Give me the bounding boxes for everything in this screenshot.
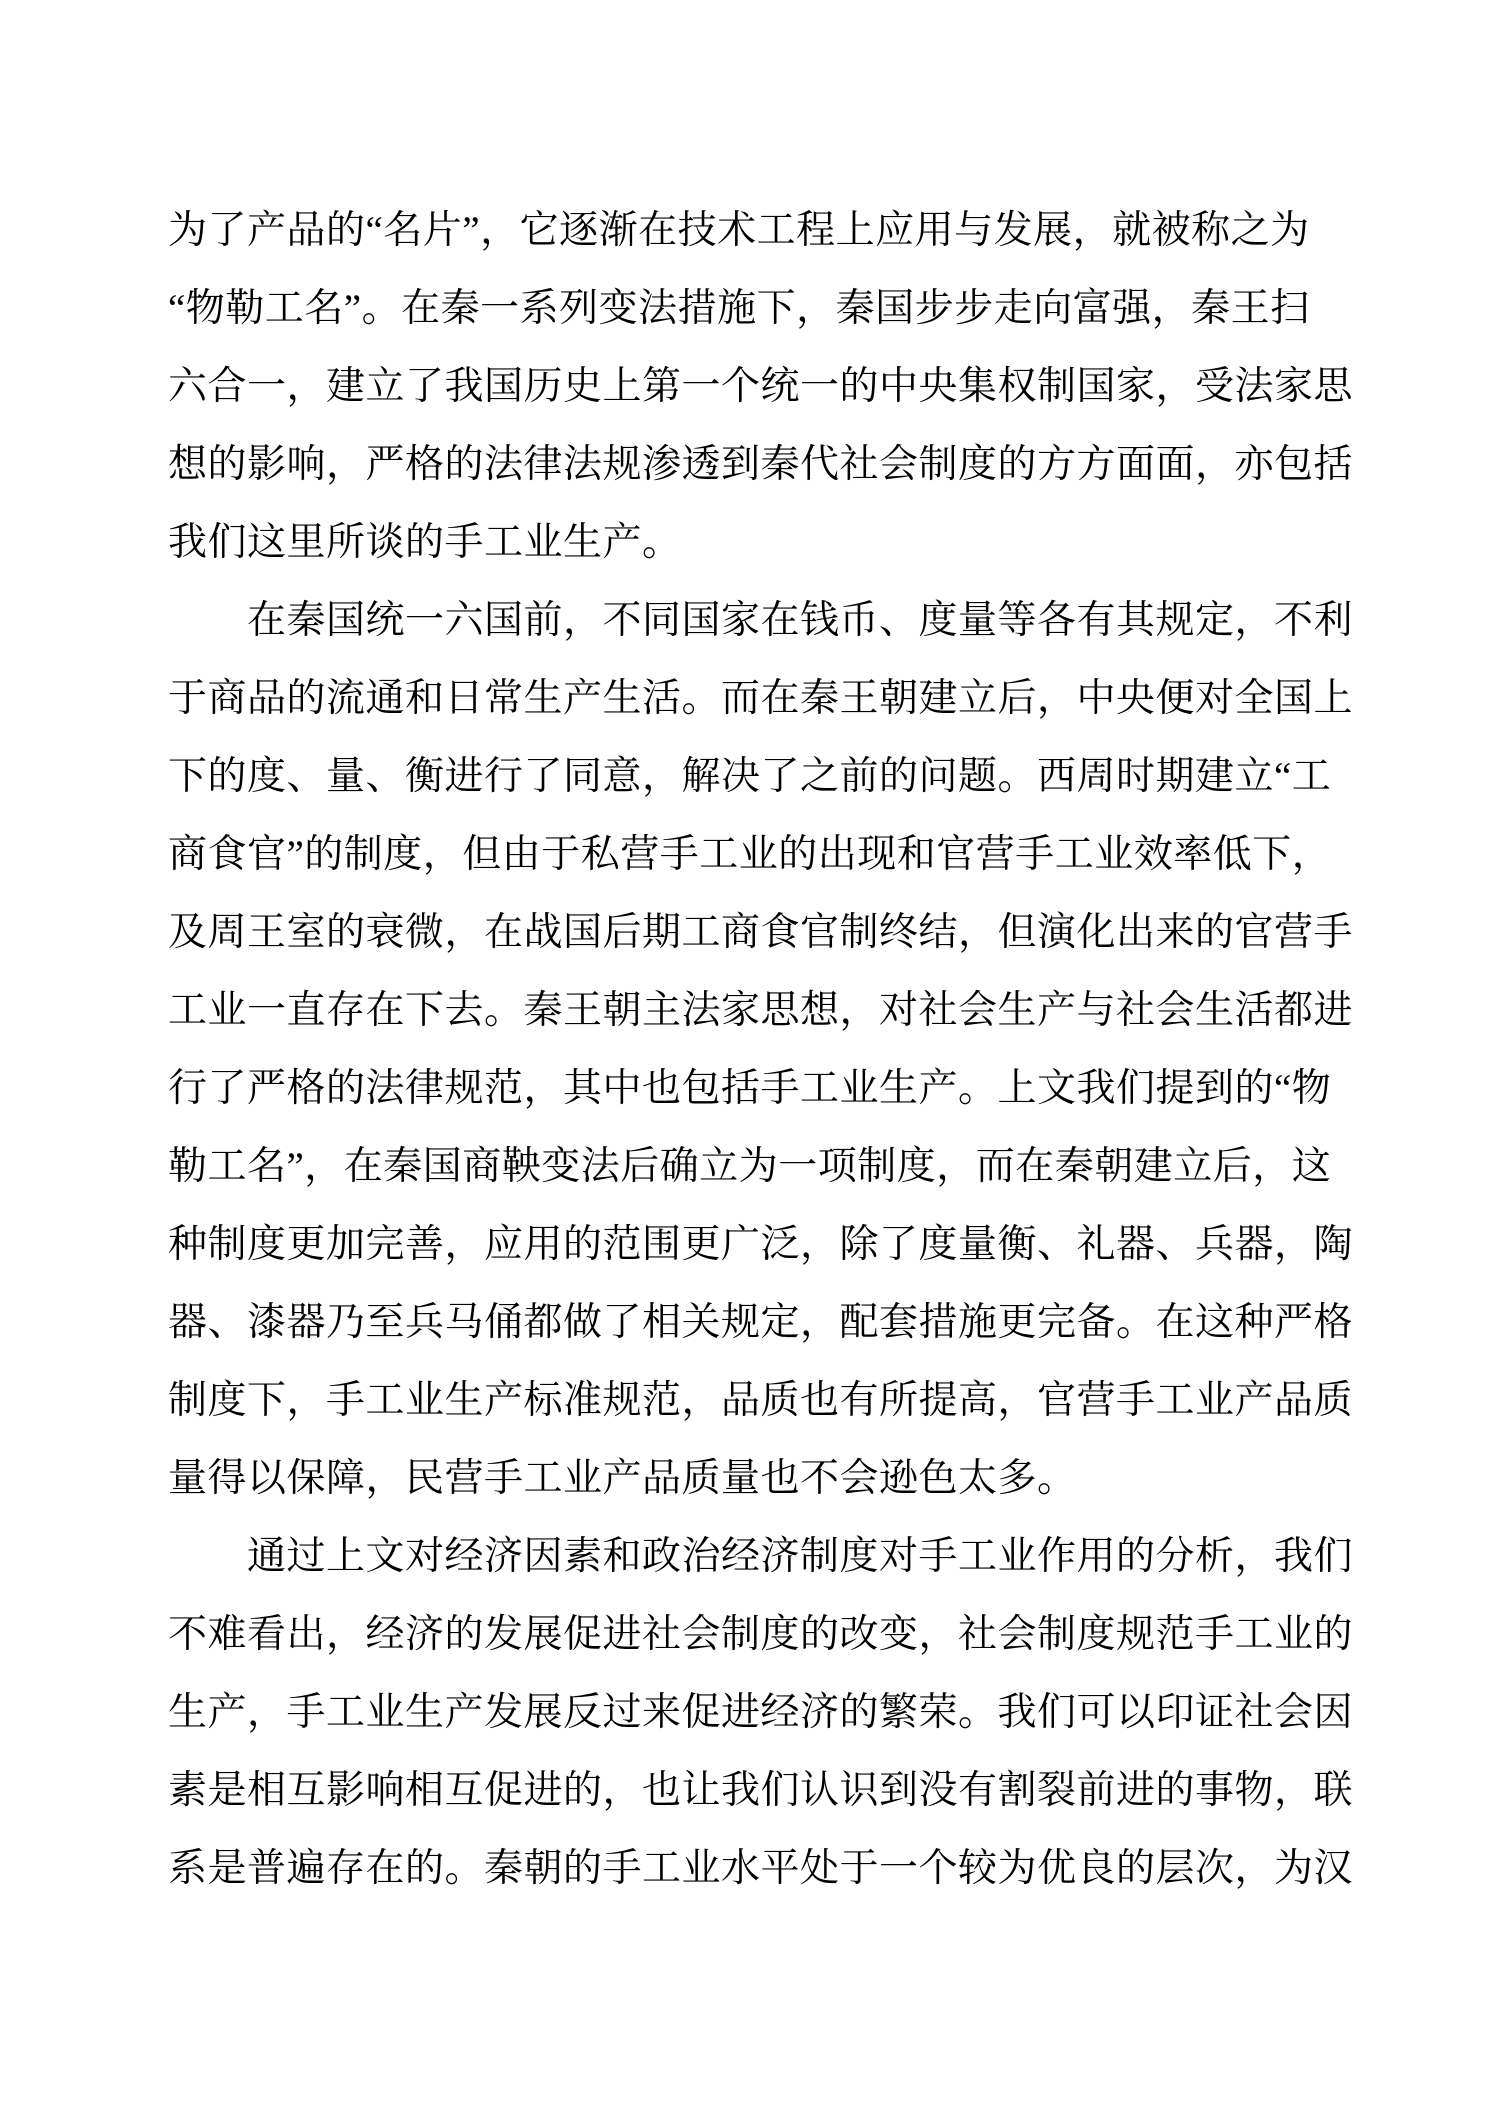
text-line: 种制度更加完善，应用的范围更广泛，除了度量衡、礼器、兵器，陶 [168, 1223, 1354, 1266]
text-line: 想的影响，严格的法律法规渗透到秦代社会制度的方方面面，亦包括 [168, 443, 1354, 486]
text-line: 勒工名”，在秦国商鞅变法后确立为一项制度，而在秦朝建立后，这 [168, 1145, 1332, 1188]
text-line: 为了产品的“名片”，它逐渐在技术工程上应用与发展，就被称之为 [168, 209, 1310, 252]
text-line: 通过上文对经济因素和政治经济制度对手工业作用的分析，我们 [168, 1535, 1354, 1578]
text-line: 系是普遍存在的。秦朝的手工业水平处于一个较为优良的层次，为汉 [168, 1847, 1354, 1890]
paragraph-2 [168, 582, 1354, 1518]
text-line: 行了严格的法律规范，其中也包括手工业生产。上文我们提到的“物 [168, 1067, 1332, 1110]
text-line: 工业一直存在下去。秦王朝主法家思想，对社会生产与社会生活都进 [168, 989, 1354, 1032]
text-line: 于商品的流通和日常生产生活。而在秦王朝建立后，中央便对全国上 [168, 677, 1354, 720]
text-line: 下的度、量、衡进行了同意，解决了之前的问题。西周时期建立“工 [168, 755, 1332, 798]
paragraph-1 [168, 192, 1354, 582]
text-line: 六合一，建立了我国历史上第一个统一的中央集权制国家，受法家思 [168, 365, 1354, 408]
text-line: 在秦国统一六国前，不同国家在钱币、度量等各有其规定，不利 [168, 599, 1354, 642]
text-line: 器、漆器乃至兵马俑都做了相关规定，配套措施更完备。在这种严格 [168, 1301, 1354, 1344]
text-line: 不难看出，经济的发展促进社会制度的改变，社会制度规范手工业的 [168, 1613, 1354, 1656]
paragraph-3 [168, 1518, 1354, 1908]
document-text-block [168, 192, 1354, 1908]
text-line: 商食官”的制度，但由于私营手工业的出现和官营手工业效率低下， [168, 833, 1332, 876]
text-line: “物勒工名”。在秦一系列变法措施下，秦国步步走向富强，秦王扫 [168, 287, 1310, 330]
text-line: 及周王室的衰微，在战国后期工商食官制终结，但演化出来的官营手 [168, 911, 1354, 954]
text-line: 量得以保障，民营手工业产品质量也不会逊色太多。 [168, 1457, 1077, 1500]
text-line: 我们这里所谈的手工业生产。 [168, 521, 682, 564]
text-line: 生产，手工业生产发展反过来促进经济的繁荣。我们可以印证社会因 [168, 1691, 1354, 1734]
text-line: 制度下，手工业生产标准规范，品质也有所提高，官营手工业产品质 [168, 1379, 1354, 1422]
text-line: 素是相互影响相互促进的，也让我们认识到没有割裂前进的事物，联 [168, 1769, 1354, 1812]
